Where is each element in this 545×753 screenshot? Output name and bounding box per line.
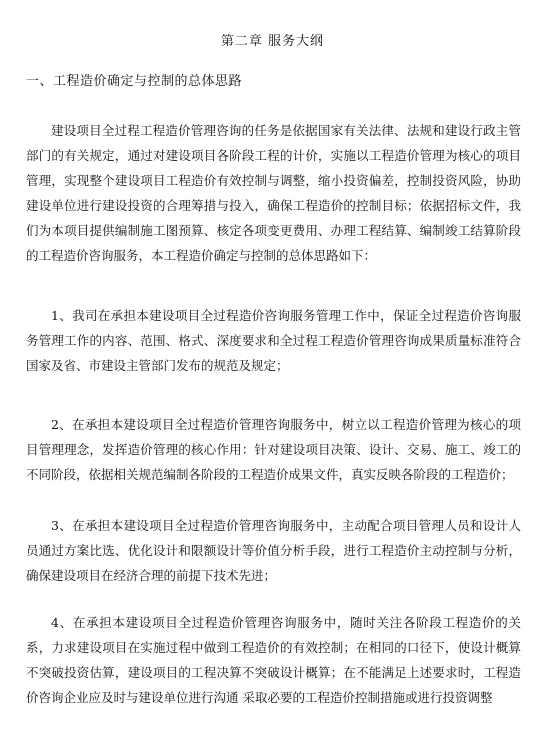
intro-paragraph: 建设项目全过程工程造价管理咨询的任务是依据国家有关法律、法规和建设行政主管部门的有关规定，通过对建设项目各阶段工程的计价，实施以工程造价管理为核心的项目管理，实现整个建设项目工程造价有效控制与调整，缩小投资偏差，控制投资风险，协助建设单位进行建设投资的合理筹措与投入，确保工程造价的控制目标；依据招标文件，我们为本项目提供编制施工图预算、核定各项变更费用、办理工程结算、编制竣工结算阶段的工程造价咨询服务，本工程造价确定与控制的总体思路如下： <box>26 123 521 263</box>
point-3-paragraph: 3、在承担本建设项目全过程造价管理咨询服务中，主动配合项目管理人员和设计人员通过方案比选、优化设计和限额设计等价值分析手段，进行工程造价主动控制与分析，确保建设项目在经济合理的前提下技术先进； <box>26 518 521 583</box>
chapter-title: 第二章 服务大纲 <box>220 34 325 49</box>
point-2-paragraph: 2、在承担本建设项目全过程造价管理咨询服务中，树立以工程造价管理为核心的项目管理理念，发挥造价管理的核心作用：针对建设项目决策、设计、交易、施工、竣工的不同阶段，依据相关规范编制各阶段的工程造价成果文件，真实反映各阶段的工程造价； <box>26 417 521 482</box>
point-1-paragraph: 1、我司在承担本建设项目全过程造价咨询服务管理工作中，保证全过程造价咨询服务管理工作的内容、范围、格式、深度要求和全过程工程造价管理咨询成果质量标准符合国家及省、市建设主管部门发布的规范及规定； <box>26 308 521 373</box>
point-4-paragraph: 4、在承担本建设项目全过程造价管理咨询服务中，随时关注各阶段工程造价的关系，力求建设项目在实施过程中做到工程造价的有效控制；在相同的口径下，使设计概算不突破投资估算，建设项目的工程决算不突破设计概算；在不能满足上述要求时，工程造价咨询企业应及时与建设单位进行沟通 采取必要的工程造价控制措施或进行投资调整 <box>26 615 521 705</box>
section-heading: 一、工程造价确定与控制的总体思路 <box>26 74 243 89</box>
